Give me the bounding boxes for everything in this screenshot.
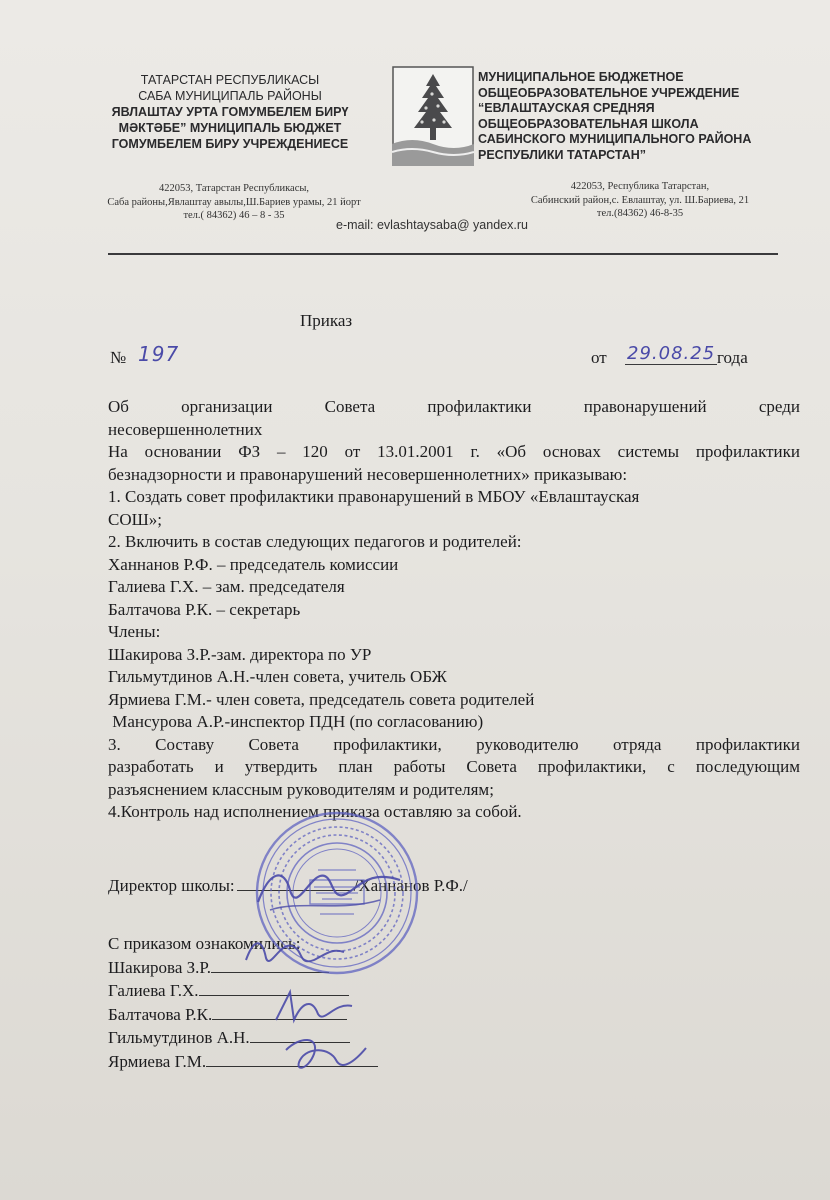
ack-blank (212, 1005, 347, 1020)
address-line: Саба районы,Явлаштау авылы,Ш.Бариев урамы, 21 йорт (107, 196, 361, 208)
member-item: Мансурова А.Р.-инспектор ПДН (по согласованию) (108, 712, 484, 731)
subject-line: Об организации Совета профилактики правонарушений среди (108, 397, 800, 416)
item-3: разъяснением классным руководителям и родителям; (108, 779, 494, 799)
letterhead-tatar-line: ЯВЛАШТАУ УРТА ГОМУМБЕЛЕМ БИРҮ (111, 105, 349, 119)
subject-line: несовершеннолетних (108, 419, 263, 439)
item-2: 2. Включить в состав следующих педагогов и родителей: (108, 532, 522, 551)
director-signature-line (108, 876, 468, 896)
letterhead-tatar (70, 72, 390, 152)
email-address: e-mail: evlashtaysaba@ yandex.ru (336, 218, 528, 232)
ack-name: Галиева Г.Х. (108, 981, 199, 1000)
item-1: СОШ»; (108, 509, 162, 529)
order-number-handwritten: 197 (138, 342, 180, 366)
order-body (108, 396, 800, 824)
ack-name: Гильмутдинов А.Н. (108, 1028, 250, 1047)
order-number-label: № (110, 348, 127, 367)
acknowledgement-row (108, 1003, 378, 1027)
ack-name: Ярмиева Г.М. (108, 1051, 207, 1071)
item-3: разработать и утвердить план работы Совета профилактики, с последующим (108, 757, 800, 776)
letterhead-russian-line: САБИНСКОГО МУНИЦИПАЛЬНОГО РАЙОНА (478, 132, 752, 146)
acknowledgement-label: С приказом ознакомились: (108, 934, 301, 953)
member-item: Шакирова З.Р.-зам. директора по УР (108, 644, 372, 664)
basis-line: безнадзорности и правонарушений несовершеннолетних» приказываю: (108, 464, 628, 484)
member-deputy: Галиева Г.Х. – зам. председателя (108, 577, 345, 596)
acknowledgement-row (108, 1050, 378, 1074)
member-chair: Ханнанов Р.Ф. – председатель комиссии (108, 554, 399, 574)
member-item: Гильмутдинов А.Н.-член совета, учитель ОБЖ (108, 667, 447, 686)
member-item: Ярмиева Г.М.- член совета, председатель совета родителей (108, 689, 535, 709)
acknowledgement-row (108, 956, 378, 980)
letterhead-russian-line: РЕСПУБЛИКИ ТАТАРСТАН” (478, 147, 646, 162)
item-4: 4.Контроль над исполнением приказа оставляю за собой. (108, 802, 522, 821)
address-tatar (74, 182, 394, 223)
item-3: 3. Составу Совета профилактики, руководителю отряда профилактики (108, 734, 800, 754)
ack-blank (211, 958, 329, 973)
letterhead-tatar-line: ГОМУМБЕЛЕМ БИРУ УЧРЕЖДЕНИЕСЕ (111, 137, 349, 151)
address-russian (470, 180, 810, 221)
item-1: 1. Создать совет профилактики правонарушений в МБОУ «Евлаштауская (108, 487, 640, 506)
letterhead-russian-line: ОБЩЕОБРАЗОВАТЕЛЬНАЯ ШКОЛА (478, 116, 699, 131)
acknowledgement-block (108, 932, 378, 1073)
acknowledgement-row (108, 979, 378, 1003)
address-line: тел.(84362) 46-8-35 (596, 208, 684, 219)
basis-line: На основании ФЗ – 120 от 13.01.2001 г. «Об основах системы профилактики (108, 442, 800, 461)
ack-name: Шакирова З.Р. (108, 957, 211, 977)
address-line: 422053, Республика Татарстан, (570, 181, 710, 192)
letterhead-russian-line: “ЕВЛАШТАУСКАЯ СРЕДНЯЯ (478, 101, 655, 115)
letterhead-tatar-line: ТАТАРСТАН РЕСПУБЛИКАСЫ (140, 73, 320, 87)
letterhead-tatar-line: САБА МУНИЦИПАЛЬ РАЙОНЫ (138, 89, 322, 103)
address-line: тел.( 84362) 46 – 8 - 35 (183, 210, 285, 221)
letterhead-russian-line: ОБЩЕОБРАЗОВАТЕЛЬНОЕ УЧРЕЖДЕНИЕ (478, 85, 740, 100)
ack-blank (199, 981, 349, 996)
letterhead-tatar-line: МӘКТӘБЕ” МУНИЦИПАЛЬ БЮДЖЕТ (118, 121, 342, 135)
ack-name: Балтачова Р.К. (108, 1004, 213, 1024)
signature-blank (237, 876, 352, 891)
member-secretary: Балтачова Р.К. – секретарь (108, 599, 301, 619)
ack-blank (250, 1028, 350, 1043)
fir-tree-emblem-icon (392, 66, 474, 166)
document-title: Приказ (300, 311, 353, 330)
address-line: Сабинский район,с. Евлаштау, ул. Ш.Бариева, 21 (530, 194, 750, 206)
director-name: /Ханнанов Р.Ф./ (353, 876, 468, 895)
ack-blank (206, 1052, 378, 1067)
order-date-suffix: года (717, 348, 748, 367)
members-label: Члены: (108, 622, 161, 641)
address-line: 422053, Татарстан Республикасы, (158, 183, 310, 194)
order-date-prefix: от (591, 348, 607, 367)
header-divider (108, 253, 778, 255)
acknowledgement-row (108, 1026, 378, 1050)
order-date-handwritten: 29.08.25 (627, 343, 716, 364)
letterhead-russian-line: МУНИЦИПАЛЬНОЕ БЮДЖЕТНОЕ (478, 70, 684, 84)
letterhead-russian (478, 70, 808, 163)
director-label: Директор школы: (108, 876, 235, 895)
